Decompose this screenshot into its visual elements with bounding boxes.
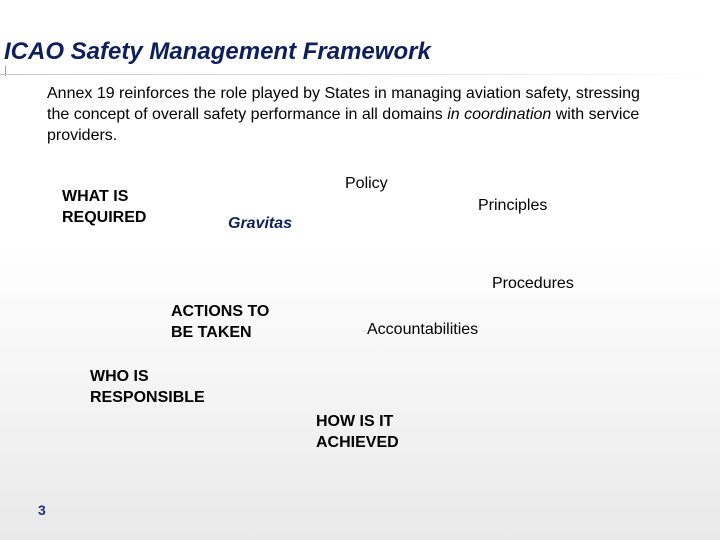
page-number: 3 [38, 502, 46, 518]
how-is-it-achieved-label [316, 411, 399, 453]
principles-label: Principles [478, 197, 548, 214]
gravitas-label: Gravitas [228, 215, 293, 232]
who-is-responsible-label [90, 366, 205, 408]
what-is-required-line1: WHAT IS [62, 188, 129, 205]
intro-text-part2: with service providers. [47, 106, 640, 144]
actions-line1: ACTIONS TO [171, 303, 270, 320]
intro-paragraph [47, 83, 647, 146]
policy-label: Policy [345, 175, 388, 192]
who-line2: RESPONSIBLE [90, 389, 205, 406]
what-is-required-label [62, 186, 146, 228]
actions-to-be-taken-label [171, 301, 269, 343]
what-is-required-line2: REQUIRED [62, 209, 147, 226]
how-line2: ACHIEVED [316, 434, 399, 451]
title-bar [0, 30, 720, 78]
intro-emphasis: in coordination [447, 106, 552, 123]
title-underline [0, 74, 720, 75]
how-line1: HOW IS IT [316, 413, 394, 430]
accountabilities-label: Accountabilities [367, 321, 479, 338]
procedures-label: Procedures [492, 275, 574, 292]
slide-title: ICAO Safety Management Framework [4, 38, 431, 65]
intro-text-part1: Annex 19 reinforces the role played by States in managing aviation safety, stressing the concept of overall safety performance in all domains [47, 85, 640, 123]
who-line1: WHO IS [90, 368, 149, 385]
actions-line2: BE TAKEN [171, 324, 252, 341]
